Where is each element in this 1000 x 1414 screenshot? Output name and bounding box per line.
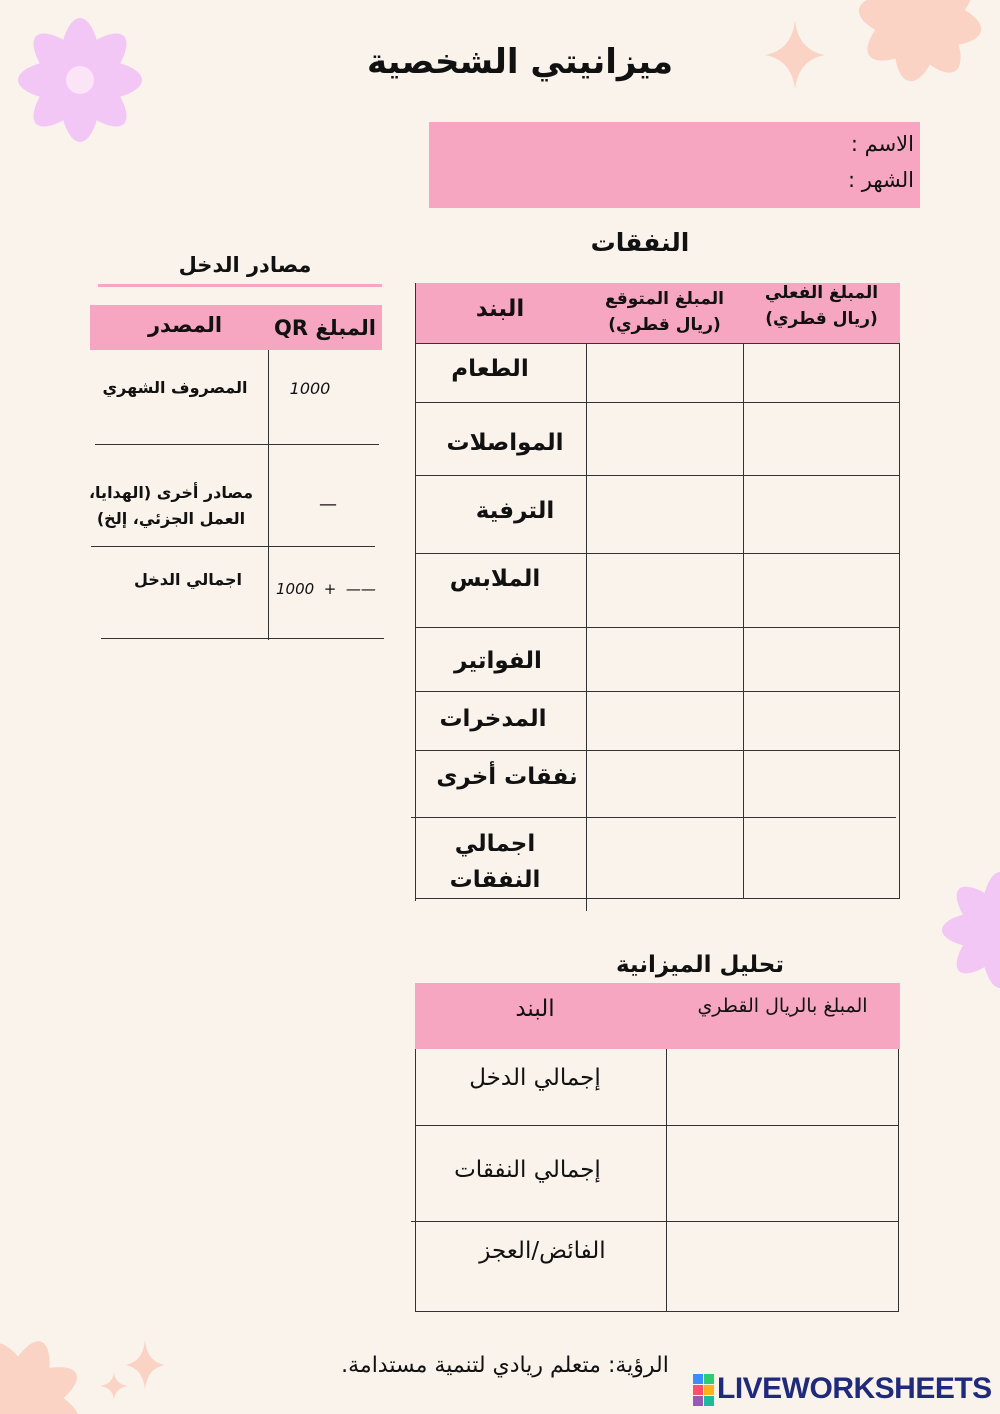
liveworksheets-icon	[693, 1374, 715, 1406]
actual-food-input[interactable]	[745, 345, 897, 400]
expense-total-line2: النفقات	[449, 867, 541, 893]
analysis-heading: تحليل الميزانية	[615, 952, 785, 978]
expected-clothes-input[interactable]	[588, 555, 741, 625]
flower-right-icon	[925, 855, 1000, 1005]
vision-statement: الرؤية: متعلم ريادي لتنمية مستدامة.	[341, 1353, 669, 1378]
expense-row-entertainment: الترفية	[475, 498, 555, 524]
expenses-header-expected	[586, 286, 743, 338]
analysis-header-amount: المبلغ بالريال القطري	[697, 995, 868, 1017]
name-field[interactable]: الاسم :	[850, 132, 914, 156]
analysis-row-surplus: الفائض/العجز	[479, 1238, 606, 1264]
flower-top-right-icon	[820, 0, 1000, 130]
expected-line2: (ريال قطري)	[608, 315, 721, 335]
brand-logo	[693, 1372, 993, 1408]
analysis-expenses-input[interactable]	[668, 1127, 896, 1219]
income-row-monthly: المصروف الشهري	[102, 378, 248, 397]
income-amount-monthly[interactable]: 1000	[289, 379, 331, 398]
income-row-other	[76, 480, 266, 532]
analysis-row-income: إجمالي الدخل	[469, 1065, 601, 1091]
expenses-heading: النفقات	[590, 228, 690, 257]
actual-clothes-input[interactable]	[745, 555, 897, 625]
income-heading: مصادر الدخل	[178, 253, 312, 277]
flower-top-left-icon	[0, 0, 180, 180]
expected-bills-input[interactable]	[588, 629, 741, 689]
expected-other-input[interactable]	[588, 752, 741, 815]
expense-row-total	[420, 826, 570, 898]
sparkle-top-icon	[765, 20, 825, 90]
expense-row-other: نفقات أخرى	[436, 764, 578, 790]
expense-row-savings: المدخرات	[439, 706, 547, 732]
actual-other-input[interactable]	[745, 752, 897, 815]
income-row-total: اجمالي الدخل	[133, 570, 243, 589]
sparkle-bottom-icon	[100, 1340, 165, 1400]
month-field[interactable]: الشهر :	[848, 168, 914, 192]
expense-row-clothes: الملابس	[449, 566, 541, 592]
expense-row-food: الطعام	[451, 356, 529, 382]
actual-line1: المبلغ الفعلي	[764, 283, 879, 303]
actual-savings-input[interactable]	[745, 693, 897, 748]
income-amount-other[interactable]: —	[319, 494, 337, 515]
expenses-header-item: البند	[475, 296, 525, 322]
income-header-amount: المبلغ QR	[274, 316, 376, 340]
actual-transport-input[interactable]	[745, 404, 897, 473]
income-other-line1: مصادر أخرى (الهدايا،	[88, 483, 254, 502]
income-other-line2: العمل الجزئي، إلخ)	[96, 509, 246, 528]
page-title: ميزانيتي الشخصية	[366, 42, 674, 82]
actual-total-input[interactable]	[745, 819, 897, 896]
expense-total-line1: اجمالي	[454, 831, 536, 857]
brand-name: LIVEWORKSHEETS	[717, 1372, 992, 1405]
expense-row-bills: الفواتير	[454, 648, 542, 674]
expected-entertainment-input[interactable]	[588, 477, 741, 551]
expected-food-input[interactable]	[588, 345, 741, 400]
expected-total-input[interactable]	[588, 819, 741, 896]
expected-savings-input[interactable]	[588, 693, 741, 748]
income-amount-total[interactable]: 1000 + ——	[276, 580, 376, 598]
expense-row-transport: المواصلات	[446, 430, 564, 456]
flower-bottom-left-icon	[0, 1310, 110, 1414]
actual-bills-input[interactable]	[745, 629, 897, 689]
income-header-source: المصدر	[147, 313, 223, 337]
expenses-header-actual	[743, 280, 900, 332]
actual-line2: (ريال قطري)	[765, 309, 878, 329]
income-heading-underline	[98, 284, 382, 287]
analysis-income-input[interactable]	[668, 1051, 896, 1123]
actual-entertainment-input[interactable]	[745, 477, 897, 551]
expected-transport-input[interactable]	[588, 404, 741, 473]
analysis-row-expenses: إجمالي النفقات	[454, 1157, 601, 1183]
analysis-header-item: البند	[515, 996, 555, 1022]
analysis-surplus-input[interactable]	[668, 1223, 896, 1309]
expected-line1: المبلغ المتوقع	[605, 289, 724, 309]
